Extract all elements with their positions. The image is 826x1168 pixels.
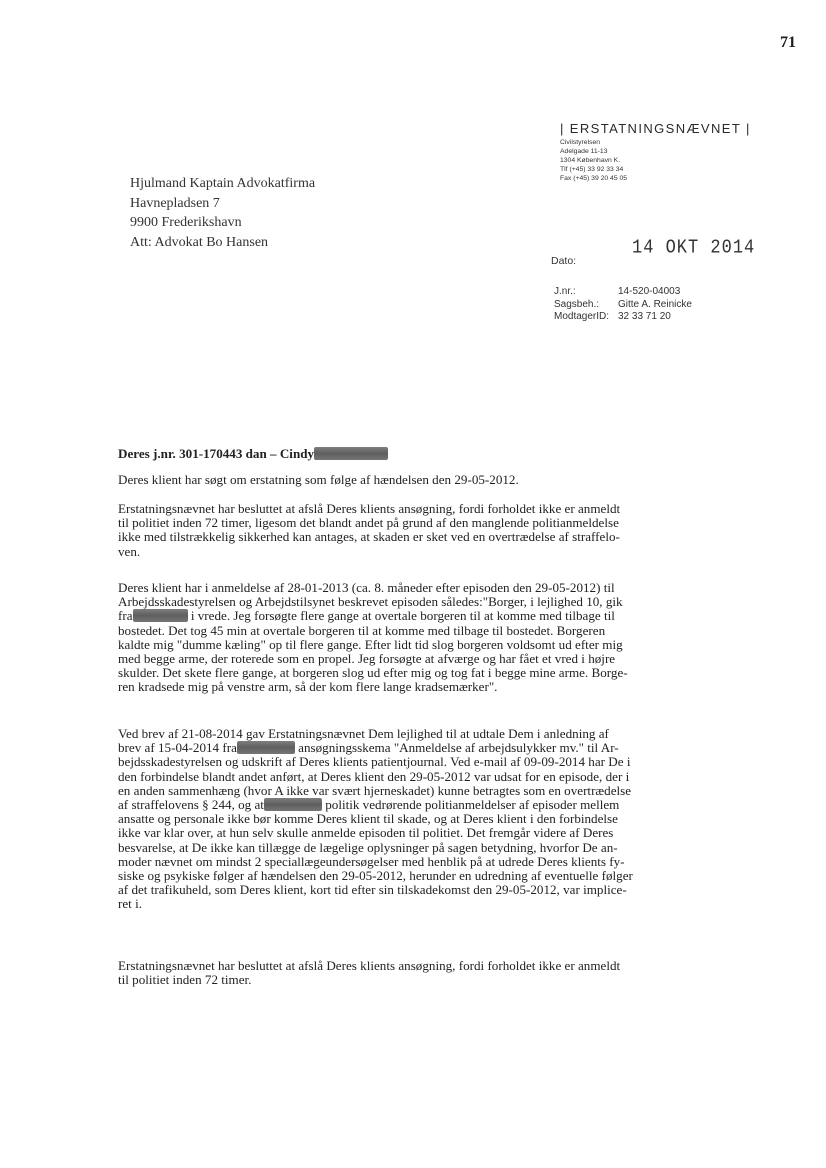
letterhead-name: | ERSTATNINGSNÆVNET | (560, 121, 751, 136)
recipient-line: Att: Advokat Bo Hansen (130, 234, 269, 250)
letterhead-address (560, 138, 627, 183)
text-line: af straffelovens § 244, og at politik vedrørende politianmeldelser af episoder mellem (118, 797, 620, 813)
text-line: ret i. (118, 896, 142, 912)
text-line: Deres klient har i anmeldelse af 28-01-2013 (ca. 8. måneder efter episoden den 29-05-2012) til (118, 580, 615, 595)
case-metadata (554, 286, 692, 324)
text-line: ven. (118, 543, 141, 559)
text-line: siske og psykiske følger af hændelsen den 29-05-2012, herunder en udredning af eventuelle følger (118, 868, 633, 884)
meta-label: ModtagerID: (554, 311, 610, 322)
text-line: den forbindelse blandt andet anført, at Deres klient den 29-05-2012 var udsat for en episode, der i (118, 768, 630, 784)
paragraph-5 (118, 959, 708, 987)
text-line: Erstatningsnævnet har besluttet at afslå Deres klients ansøgning, fordi forholdet ikke er anmeldt (118, 501, 621, 516)
text-line: moder nævnet om mindst 2 speciallægeundersøgelser med henblik på at udrede Deres klients fy- (118, 853, 625, 869)
page-number: 71 (780, 34, 796, 51)
text-line: af det trafikuheld, som Deres klient, kort tid efter sin tilskadekomst den 29-05-2012, var implice- (118, 882, 627, 898)
text-line: brev af 15-04-2014 fra ansøgningsskema "Anmeldelse af arbejdsulykker mv." til Ar- (118, 740, 619, 756)
text-line: ikke med tilstrækkelig sikkerhed kan antages, at skaden er sket ved en overtrædelse af straffelo- (118, 529, 620, 545)
text-line: til politiet inden 72 timer. (118, 972, 252, 988)
letterhead-line: Adelgade 11-13 (560, 148, 608, 155)
text-line: Deres klient har søgt om erstatning som følge af hændelsen den 29-05-2012. (118, 472, 519, 487)
text-line: bejdsskadestyrelsen og udskrift af Deres klients patientjournal. Ved e-mail af 09-09-2014 har De i (118, 754, 631, 770)
text-line: med begge arme, der roterede som en propel. Jeg forsøgte at afværge og har fået et vred i højre (118, 651, 616, 667)
meta-row-caseworker (554, 299, 692, 312)
text-line: til politiet inden 72 timer, ligesom det blandt andet på grund af den manglende politianmeldelse (118, 515, 619, 531)
redaction (237, 741, 295, 754)
recipient-line: Havnepladsen 7 (130, 195, 220, 211)
letterhead-line: 1304 København K. (560, 157, 621, 164)
recipient-line: 9900 Frederikshavn (130, 215, 242, 230)
text-line: Ved brev af 21-08-2014 gav Erstatningsnævnet Dem lejlighed til at udtale Dem i anledning af (118, 726, 609, 741)
meta-label: Sagsbeh.: (554, 298, 600, 310)
letterhead-line: Fax (+45) 39 20 45 05 (560, 175, 628, 182)
meta-value: 14-520-04003 (618, 286, 681, 297)
meta-value: Gitte A. Reinicke (618, 298, 692, 310)
letterhead-line: Tlf (+45) 33 92 33 34 (560, 166, 624, 173)
text-line: Arbejdsskadestyrelsen og Arbejdstilsynet beskrevet episoden således:"Borger, i lejlighed 10, gik (118, 594, 623, 610)
text-line: en anden sammenhæng (hvor A ikke var svært hjerneskadet) kunne betragtes som en overtrædelse (118, 782, 632, 798)
letterhead-line: Civilstyrelsen (560, 139, 601, 146)
text-line: skulder. Det skete flere gange, at borgeren slog ud efter mig og tog fat i begge mine arme. Borge- (118, 665, 628, 681)
paragraph-4 (118, 727, 708, 912)
paragraph-1 (118, 473, 708, 487)
recipient-address (130, 174, 315, 252)
text-line: bostedet. Det tog 45 min at overtale borgeren til at komme med tilbage til bostedet. Borgeren (118, 622, 606, 638)
text-line: Erstatningsnævnet har besluttet at afslå Deres klients ansøgning, fordi forholdet ikke er anmeldt (118, 958, 621, 973)
text-line: besvarelse, at De ikke kan tillægge de lægelige oplysninger på sagen betydning, hvorfor De an- (118, 839, 618, 855)
subject-line (118, 447, 708, 461)
recipient-line: Hjulmand Kaptain Advokatfirma (130, 176, 316, 191)
text-line: kaldte mig "dumme kæling" op til flere gange. Efter lidt tid slog borgeren voldsomt ud efter mig (118, 636, 623, 652)
text-line: ikke var klar over, at hun selv skulle anmelde episoden til politiet. Det fremgår videre af Deres (118, 825, 614, 841)
text-line: ren kradsede mig på venstre arm, så der kom flere lange kradsemærker". (118, 679, 498, 695)
meta-row-recipient-id (554, 311, 692, 324)
date-label: Dato: (551, 255, 577, 267)
text-line: fra i vrede. Jeg forsøgte flere gange at overtale borgeren til at komme med tilbage til (118, 608, 615, 624)
subject-text: Deres j.nr. 301-170443 dan – Cindy (118, 446, 315, 461)
text-line: ansatte og personale ikke bør komme Deres klient til skade, og at Deres klient i den forbindelse (118, 811, 618, 827)
meta-row-journal (554, 286, 692, 299)
redaction (314, 447, 388, 460)
meta-label: J.nr.: (554, 286, 576, 297)
redaction (264, 798, 322, 811)
paragraph-2 (118, 502, 708, 559)
redaction (133, 609, 188, 622)
paragraph-3 (118, 581, 708, 695)
date-stamp: 14 OKT 2014 (632, 237, 756, 260)
meta-value: 32 33 71 20 (618, 311, 671, 322)
